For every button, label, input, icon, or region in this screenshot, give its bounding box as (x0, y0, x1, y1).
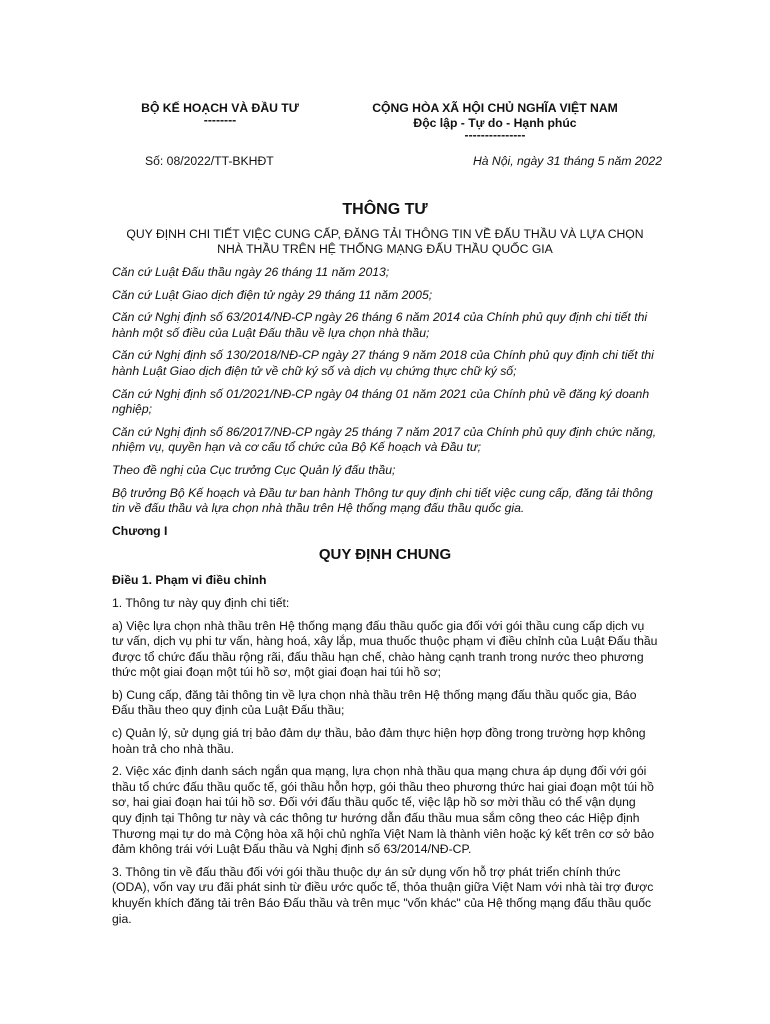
document-subject: QUY ĐỊNH CHI TIẾT VIỆC CUNG CẤP, ĐĂNG TẢI THÔNG TIN VỀ ĐẤU THẦU VÀ LỰA CHỌN NHÀ THẦU TRÊN HỆ THỐNG MẠNG ĐẤU THẦU QUỐC GIA (126, 227, 644, 256)
article-paragraph: b) Cung cấp, đăng tải thông tin về lựa chọn nhà thầu trên Hệ thống mạng đấu thầu quốc gia, Báo Đấu thầu theo quy định của Luật Đấu thầu; (112, 687, 637, 718)
preamble-item: Căn cứ Nghị định số 86/2017/NĐ-CP ngày 25 tháng 7 năm 2017 của Chính phủ quy định chức năng, nhiệm vụ, quyền hạn và cơ cấu tổ chức của Bộ Kế hoạch và Đầu tư; (112, 424, 657, 455)
document-type: THÔNG TƯ (342, 201, 428, 218)
preamble-item: Căn cứ Nghị định số 01/2021/NĐ-CP ngày 04 tháng 01 năm 2021 của Chính phủ về đăng ký doanh nghiệp; (112, 386, 650, 417)
ministry-name: BỘ KẾ HOẠCH VÀ ĐẦU TƯ (141, 101, 299, 115)
preamble-item: Theo đề nghị của Cục trưởng Cục Quản lý đấu thầu; (112, 462, 396, 477)
preamble-item: Bộ trưởng Bộ Kế hoạch và Đầu tư ban hành Thông tư quy định chi tiết việc cung cấp, đăng tải thông tin về đấu thầu và lựa chọn nhà thầu trên Hệ thống mạng đấu thầu quốc gia. (112, 485, 653, 516)
document-body (112, 265, 658, 934)
preamble-item: Căn cứ Nghị định số 130/2018/NĐ-CP ngày 27 tháng 9 năm 2018 của Chính phủ quy định chi tiết thi hành Luật Giao dịch điện tử về chữ ký số và dịch vụ chứng thực chữ ký số; (112, 348, 654, 378)
document-number: Số: 08/2022/TT-BKHĐT (145, 154, 274, 168)
ministry-rule: -------- (203, 113, 237, 127)
article-paragraph: c) Quản lý, sử dụng giá trị bảo đảm dự thầu, bảo đảm thực hiện hợp đồng trong trường hợp không hoàn trả cho nhà thầu. (112, 726, 646, 756)
article-heading: Điều 1. Phạm vi điều chỉnh (112, 573, 267, 588)
article-paragraph: 1. Thông tư này quy định chi tiết: (112, 595, 290, 610)
preamble-item: Căn cứ Nghị định số 63/2014/NĐ-CP ngày 26 tháng 6 năm 2014 của Chính phủ quy định chi tiết thi hành một số điều của Luật Đấu thầu về lựa chọn nhà thầu; (112, 310, 648, 340)
country-name: CỘNG HÒA XÃ HỘI CHỦ NGHĨA VIỆT NAM (372, 101, 618, 115)
chapter-label: Chương I (112, 523, 168, 538)
preamble-item: Căn cứ Luật Đấu thầu ngày 26 tháng 11 năm 2013; (112, 265, 390, 279)
article-paragraph: 2. Việc xác định danh sách ngắn qua mạng, lựa chọn nhà thầu qua mạng chưa áp dụng đối với gói thầu tổ chức đấu thầu quốc tế, gói thầu hỗn hợp, gói thầu theo phương thức hai giai đoạn một túi hồ sơ, hai giai đoạn hai túi hồ sơ. Đối với đấu thầu quốc tế, việc lập hồ sơ mời thầu có thể vận dụng quy định tại Thông tư này và các thông tư hướng dẫn đấu thầu mua sắm công theo các Hiệp định Thương mại tự do mà Cộng hòa xã hội chủ nghĩa Việt Nam là thành viên hoặc ký kết trên cơ sở bảo đảm không trái với Luật Đấu thầu và Nghị định số 63/2014/NĐ-CP. (112, 764, 655, 857)
national-heading (335, 101, 655, 140)
chapter-title: QUY ĐỊNH CHUNG (318, 546, 452, 564)
issuer-block (110, 101, 330, 125)
document-date: Hà Nội, ngày 31 tháng 5 năm 2022 (472, 154, 662, 168)
national-motto: Độc lập - Tự do - Hạnh phúc (413, 116, 577, 130)
preamble-item: Căn cứ Luật Giao dịch điện tử ngày 29 tháng 11 năm 2005; (112, 287, 433, 302)
article-paragraph: 3. Thông tin về đấu thầu đối với gói thầu thuộc dự án sử dụng vốn hỗ trợ phát triển chính thức (ODA), vốn vay ưu đãi phát sinh từ điều ước quốc tế, thỏa thuận giữa Việt Nam với nhà tài trợ được khuyến khích đăng tải trên Báo Đấu thầu và trên mục "vốn khác" của Hệ thống mạng đấu thầu quốc gia. (112, 864, 654, 926)
motto-rule: --------------- (464, 128, 526, 142)
article-paragraph: a) Việc lựa chọn nhà thầu trên Hệ thống mạng đấu thầu quốc gia đối với gói thầu cung cấp dịch vụ tư vấn, dịch vụ phi tư vấn, hàng hoá, xây lắp, mua thuốc thuộc phạm vi điều chỉnh của Luật Đấu thầu được tổ chức đấu thầu rộng rãi, đấu thầu hạn chế, chào hàng cạnh tranh trong nước theo phương thức một giai đoạn một túi hồ sơ, một giai đoạn hai túi hồ sơ; (112, 618, 658, 680)
